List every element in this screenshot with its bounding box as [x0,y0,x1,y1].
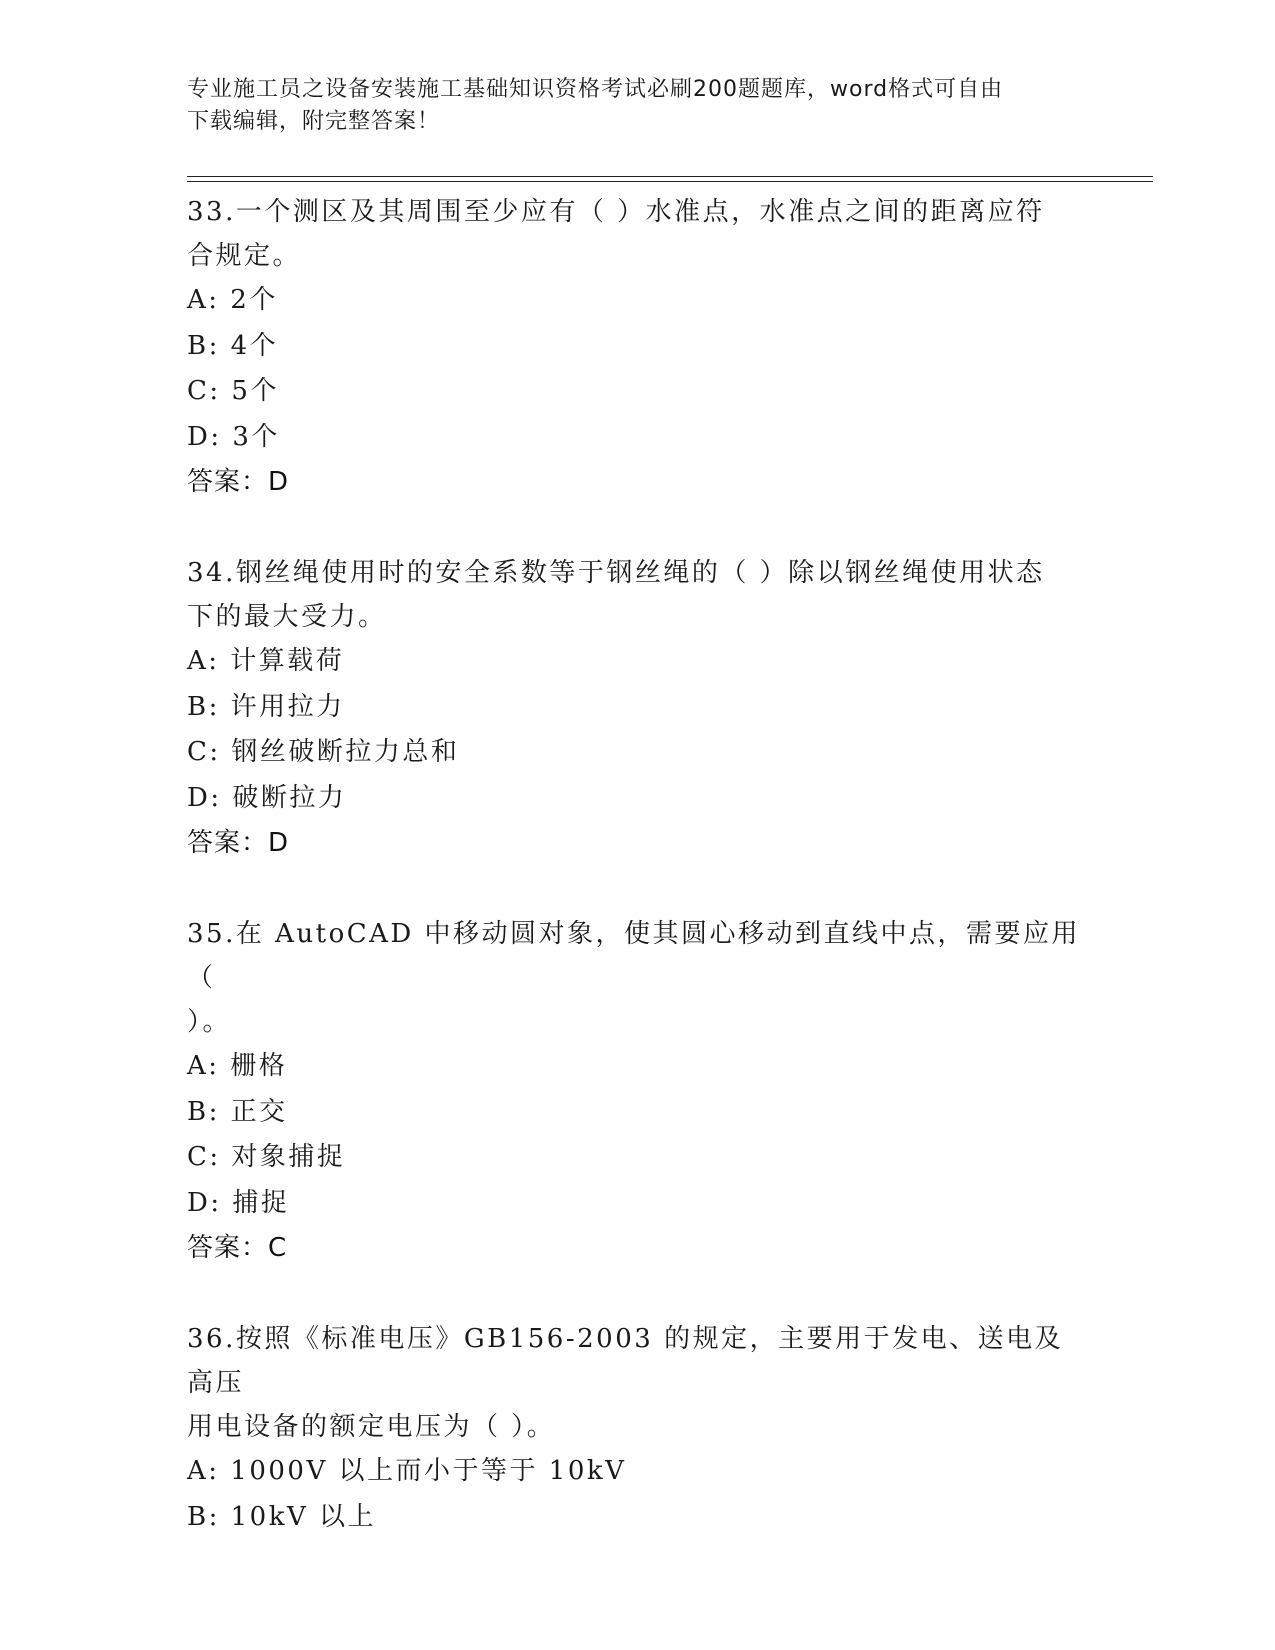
question-stem-line: 36.按照《标准电压》GB156-2003 的规定，主要用于发电、送电及高压 [187,1324,1064,1398]
question-stem [187,187,1087,278]
question-stem [187,909,1087,1044]
answer-text: 答案：D [187,467,290,497]
answer-text: 答案：D [187,828,290,858]
question-36 [187,1314,1087,1540]
option-c: C: 钢丝破断拉力总和 [187,737,460,767]
option-b: B: 正交 [187,1096,288,1127]
option-d: D: 捕捉 [187,1187,290,1218]
option-c: C: 5个 [187,376,279,406]
question-spacer [187,505,1087,548]
option-a: A: 计算载荷 [187,646,345,676]
question-stem-line: ）。 [187,1007,232,1037]
header-line-1: 专业施工员之设备安装施工基础知识资格考试必刷200题题库，word格式可自由 [187,77,1004,102]
header-divider-top [187,176,1153,177]
question-stem [187,548,1087,639]
option-d: D: 3个 [187,421,280,452]
question-35 [187,909,1087,1271]
question-list [187,187,1087,1540]
question-stem-line: 34.钢丝绳使用时的安全系数等于钢丝绳的（ ）除以钢丝绳使用状态 [187,558,1045,588]
question-stem-line: 35.在 AutoCAD 中移动圆对象，使其圆心移动到直线中点，需要应用（ [187,919,1081,993]
question-stem-line: 下的最大受力。 [187,602,387,632]
question-stem [187,1314,1087,1449]
option-d: D: 破断拉力 [187,782,347,813]
question-stem-line: 用电设备的额定电压为（ ）。 [187,1412,556,1442]
option-a: A: 2个 [187,285,278,315]
question-33 [187,187,1087,505]
option-a: A: 1000V 以上而小于等于 10kV [187,1456,627,1486]
document-header [187,74,1067,138]
question-stem-line: 33.一个测区及其周围至少应有（ ）水准点，水准点之间的距离应符 [187,197,1045,227]
question-34 [187,548,1087,866]
option-b: B: 10kV 以上 [187,1501,377,1532]
question-spacer [187,1271,1087,1314]
option-c: C: 对象捕捉 [187,1142,346,1172]
question-spacer [187,866,1087,909]
question-stem-line: 合规定。 [187,241,302,271]
answer-text: 答案：C [187,1233,288,1263]
option-a: A: 栅格 [187,1051,288,1081]
header-divider-bottom [187,181,1153,182]
option-b: B: 许用拉力 [187,691,345,722]
option-b: B: 4个 [187,330,279,361]
header-line-2: 下载编辑，附完整答案！ [187,109,441,134]
